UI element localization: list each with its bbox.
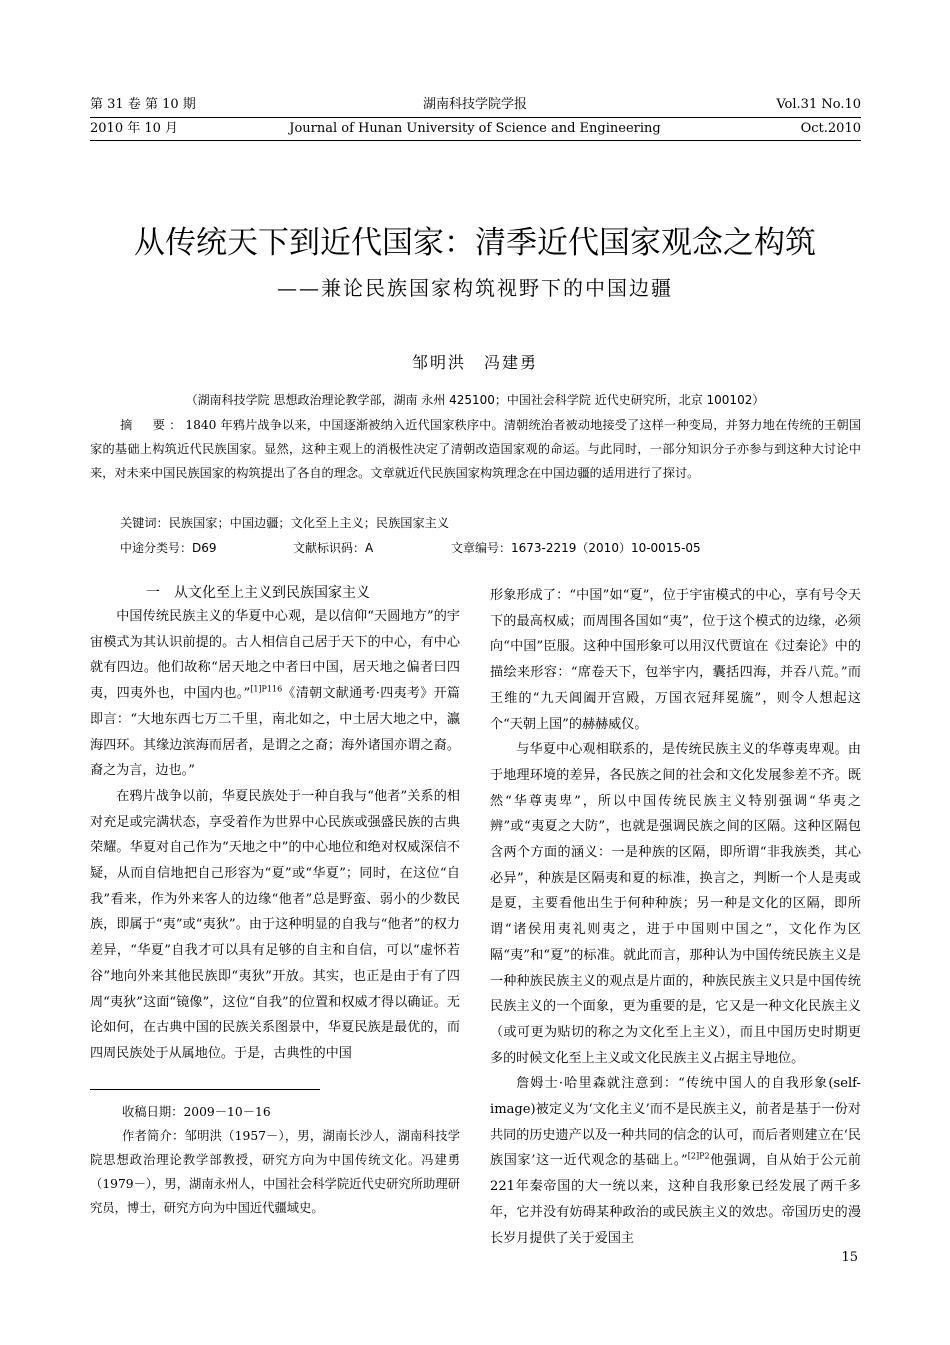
header-rule-2 bbox=[90, 140, 861, 141]
abstract bbox=[90, 413, 861, 485]
footnote-rule bbox=[90, 1089, 320, 1090]
document-code: 文献标识码：A bbox=[293, 541, 374, 555]
section-heading: 一 从文化至上主义到民族国家主义 bbox=[146, 585, 370, 601]
journal-name-cn: 湖南科技学院学报 bbox=[422, 97, 527, 112]
right-paragraph-3: 詹姆士·哈里森就注意到：“传统中国人的自我形象(self-image)被定义为‘文化主义’而不是民族主义，前者是基于一份对共同的历史遗产以及一种共同的信念的认可，而后者则建立在‘民族国家’这一近代观念的基础上。”$^{[2]P2}$他强调，自从始于公元前221年秦帝国的大一统以来，这种自我形象已经发展了两千多年，它并没有妨碍某种政治的或民族主义的效忠。帝国历史的漫长岁月提供了关于爱国主 bbox=[490, 1076, 861, 1246]
volume-en: Vol.31 No.10 bbox=[776, 97, 861, 112]
affiliation: （湖南科技学院 思想政治理论教学部，湖南 永州 425100；中国社会科学院 近代史研究所，北京 100102） bbox=[185, 393, 765, 407]
abstract-label: 摘 要： bbox=[120, 418, 186, 432]
keywords-label: 关键词： bbox=[120, 516, 169, 530]
date-en: Oct.2010 bbox=[800, 121, 861, 136]
left-paragraph-2: 在鸦片战争以前，华夏民族处于一种自我与“他者”关系的相对充足或完满状态，享受着作为世界中心民族或强盛民族的古典荣耀。华夏对自己作为“天地之中”的中心地位和绝对权威深信不疑，从而自信地把自己形容为“夏”或“华夏”；同时，在这位“自我”看来，作为外来客人的边缘“他者”总是野蛮、弱小的少数民族，即属于“夷”或“夷狄”。由于这种明显的自我与“他者”的权力差异，“华夏”自我才可以具有足够的自主和自信，可以“虚怀若谷”地向外来其他民族即“夷狄”开放。其实，也正是由于有了四周“夷狄”这面“镜像”，这位“自我”的位置和权威才得以确证。无论如何，在古典中国的民族关系图景中，华夏民族是最优的，而四周民族处于从属地位。于是，古典性的中国 bbox=[90, 788, 460, 1061]
footnote-received: 收稿日期：2009－10－16 bbox=[121, 1105, 271, 1119]
header-rule-1 bbox=[90, 117, 861, 118]
publication-date: 2010 年 10 月 bbox=[90, 121, 179, 136]
keywords-text: 民族国家；中国边疆；文化至上主义；民族国家主义 bbox=[168, 516, 450, 530]
paper-title: 从传统天下到近代国家：清季近代国家观念之构筑 bbox=[134, 225, 816, 261]
footnote-author-bio: 作者简介：邹明洪（1957－），男，湖南长沙人，湖南科技学院思想政治理论教学部教授，研究方向为中国传统文化。冯建勇（1979－），男，湖南永州人，中国社会科学院近代史研究所助理研究员，博士，研究方向为中国近代疆域史。 bbox=[90, 1129, 460, 1215]
footnotes bbox=[90, 1100, 460, 1220]
left-column bbox=[90, 580, 460, 1067]
citation: [2]P2 bbox=[687, 1152, 710, 1162]
clc-number: 中途分类号：D69 bbox=[120, 541, 217, 555]
article-number: 文章编号：1673-2219（2010）10-0015-05 bbox=[451, 541, 701, 555]
volume-issue: 第 31 卷 第 10 期 bbox=[90, 97, 196, 112]
keywords bbox=[120, 512, 861, 534]
right-paragraph-1: 形象形成了：“中国”如“夏”，位于宇宙模式的中心，享有号令天下的最高权威；而周围各国如“夷”，位于这个模式的边缘，必须向“中国”臣服。这种中国形象可以用汉代贾谊在《过秦论》中的描绘来形容：“席卷天下，包举宇内，囊括四海，并吞八荒。”而王维的“九天阊阖开宫殿，万国衣冠拜冕旒”，则令人想起这个“天朝上国”的赫赫威仪。 bbox=[490, 588, 861, 732]
right-paragraph-2: 与华夏中心观相联系的，是传统民族主义的华尊夷卑观。由于地理环境的差异，各民族之间的社会和文化发展参差不齐。既然“华尊夷卑”，所以中国传统民族主义特别强调“华夷之辨”或“夷夏之大防”，也就是强调民族之间的区隔。这种区隔包含两个方面的涵义：一是种族的区隔，即所谓“非我族类，其心必异”，种族是区隔夷和夏的标准，换言之，判断一个人是夷或是夏，主要看他出生于何种种族；另一种是文化的区隔，即所谓“诸侯用夷礼则夷之，进于中国则中国之”，文化作为区隔“夷”和“夏”的标准。就此而言，那种认为中国传统民族主义是一种种族民族主义的观点是片面的，种族民族主义只是中国传统民族主义的一个面象，更为重要的是，它又是一种文化民族主义（或可更为贴切的称之为文化至上主义），而且中国历史时期更多的时候文化至上主义或文化民族主义占据主导地位。 bbox=[490, 742, 861, 1066]
journal-name-en: Journal of Hunan University of Science and Engineering bbox=[289, 121, 661, 136]
abstract-text: 1840 年鸦片战争以来，中国逐渐被纳入近代国家秩序中。清朝统治者被动地接受了这样一种变局，并努力地在传统的王朝国家的基础上构筑近代民族国家。显然，这种主观上的消极性决定了清朝改造国家观的命运。与此同时，一部分知识分子亦参与到这种大讨论中来，对未来中国民族国家的构筑提出了各自的理念。文章就近代民族国家构筑理念在中国边疆的适用进行了探讨。 bbox=[90, 418, 862, 480]
citation: [1]P116 bbox=[250, 684, 283, 694]
page-number: 15 bbox=[841, 1250, 858, 1265]
left-paragraph-1: 中国传统民族主义的华夏中心观，是以信仰“天圆地方”的宇宙模式为其认识前提的。古人相信自己居于天下的中心，有中心就有四边。他们故称“居天地之中者曰中国，居天地之偏者曰四夷，四夷外也，中国内也。”$^{[1]P116}$《清朝文献通考·四夷考》开篇即言：“大地东西七万二千里，南北如之，中土居大地之中，瀛海四环。其缘边滨海而居者，是谓之之裔；海外诸国亦谓之裔。裔之为言，边也。” bbox=[90, 609, 460, 779]
authors: 邹明洪 冯建勇 bbox=[411, 353, 538, 372]
paper-subtitle: ——兼论民族国家构筑视野下的中国边疆 bbox=[277, 276, 673, 300]
right-column bbox=[490, 583, 861, 1251]
